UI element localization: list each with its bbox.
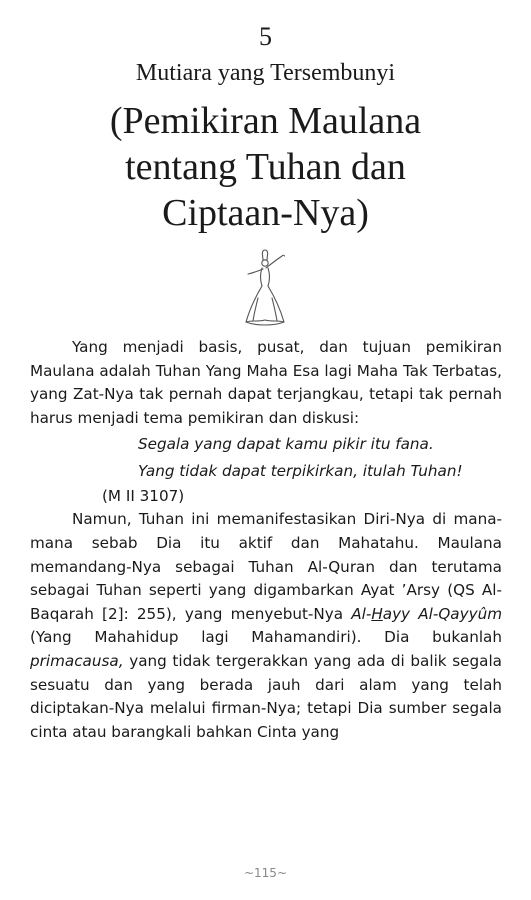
paragraph-2-part-1: Namun, Tuhan ini memanifestasikan Diri-Nya di mana-mana sebab Dia itu aktif dan Mahatahu. Maulana memandang-Nya sebagai Tuhan Al-Quran dan terutama sebagai Tuhan seperti yang digambarkan Ayat ’Arsy (QS Al-Baqarah [2]: 255), yang menyebut-Nya [30, 510, 502, 623]
chapter-number: 5 [259, 22, 272, 51]
verse-line-2: Yang tidak dapat terpikirkan, itulah Tuhan! [138, 462, 463, 481]
term-al-hayy-al-qayyum: Al-Hayy Al-Qayyûm [351, 604, 502, 623]
body-text [30, 336, 502, 744]
paragraph-2-part-3: yang tidak tergerakkan yang ada di balik segala sesuatu dan yang berada jauh dari alam yang telah diciptakan-Nya melalui firman-Nya; tetapi Dia sumber segala cinta atau barangkali bahkan Cinta yang [30, 651, 502, 741]
chapter-title: (Pemikiran Maulana tentang Tuhan dan Ciptaan-Nya) [109, 100, 422, 234]
paragraph-1: Yang menjadi basis, pusat, dan tujuan pemikiran Maulana adalah Tuhan Yang Maha Esa lagi Maha Tak Terbatas, yang Zat-Nya tak pernah dapat terjangkau, tetapi tak pernah harus menjadi tema pemikiran dan diskusi: [30, 338, 502, 427]
verse-citation: (M II 3107) [102, 487, 185, 506]
term-primacausa: primacausa, [30, 651, 124, 670]
page-number: ~115~ [243, 866, 287, 880]
chapter-subtitle: Mutiara yang Tersembunyi [135, 60, 396, 86]
paragraph-2 [30, 508, 502, 744]
whirling-dervish-icon [238, 246, 292, 330]
verse-line-1: Segala yang dapat kamu pikir itu fana. [138, 435, 434, 454]
paragraph-2-part-2: (Yang Mahahidup lagi Mahamandiri). Dia bukanlah [30, 628, 502, 647]
